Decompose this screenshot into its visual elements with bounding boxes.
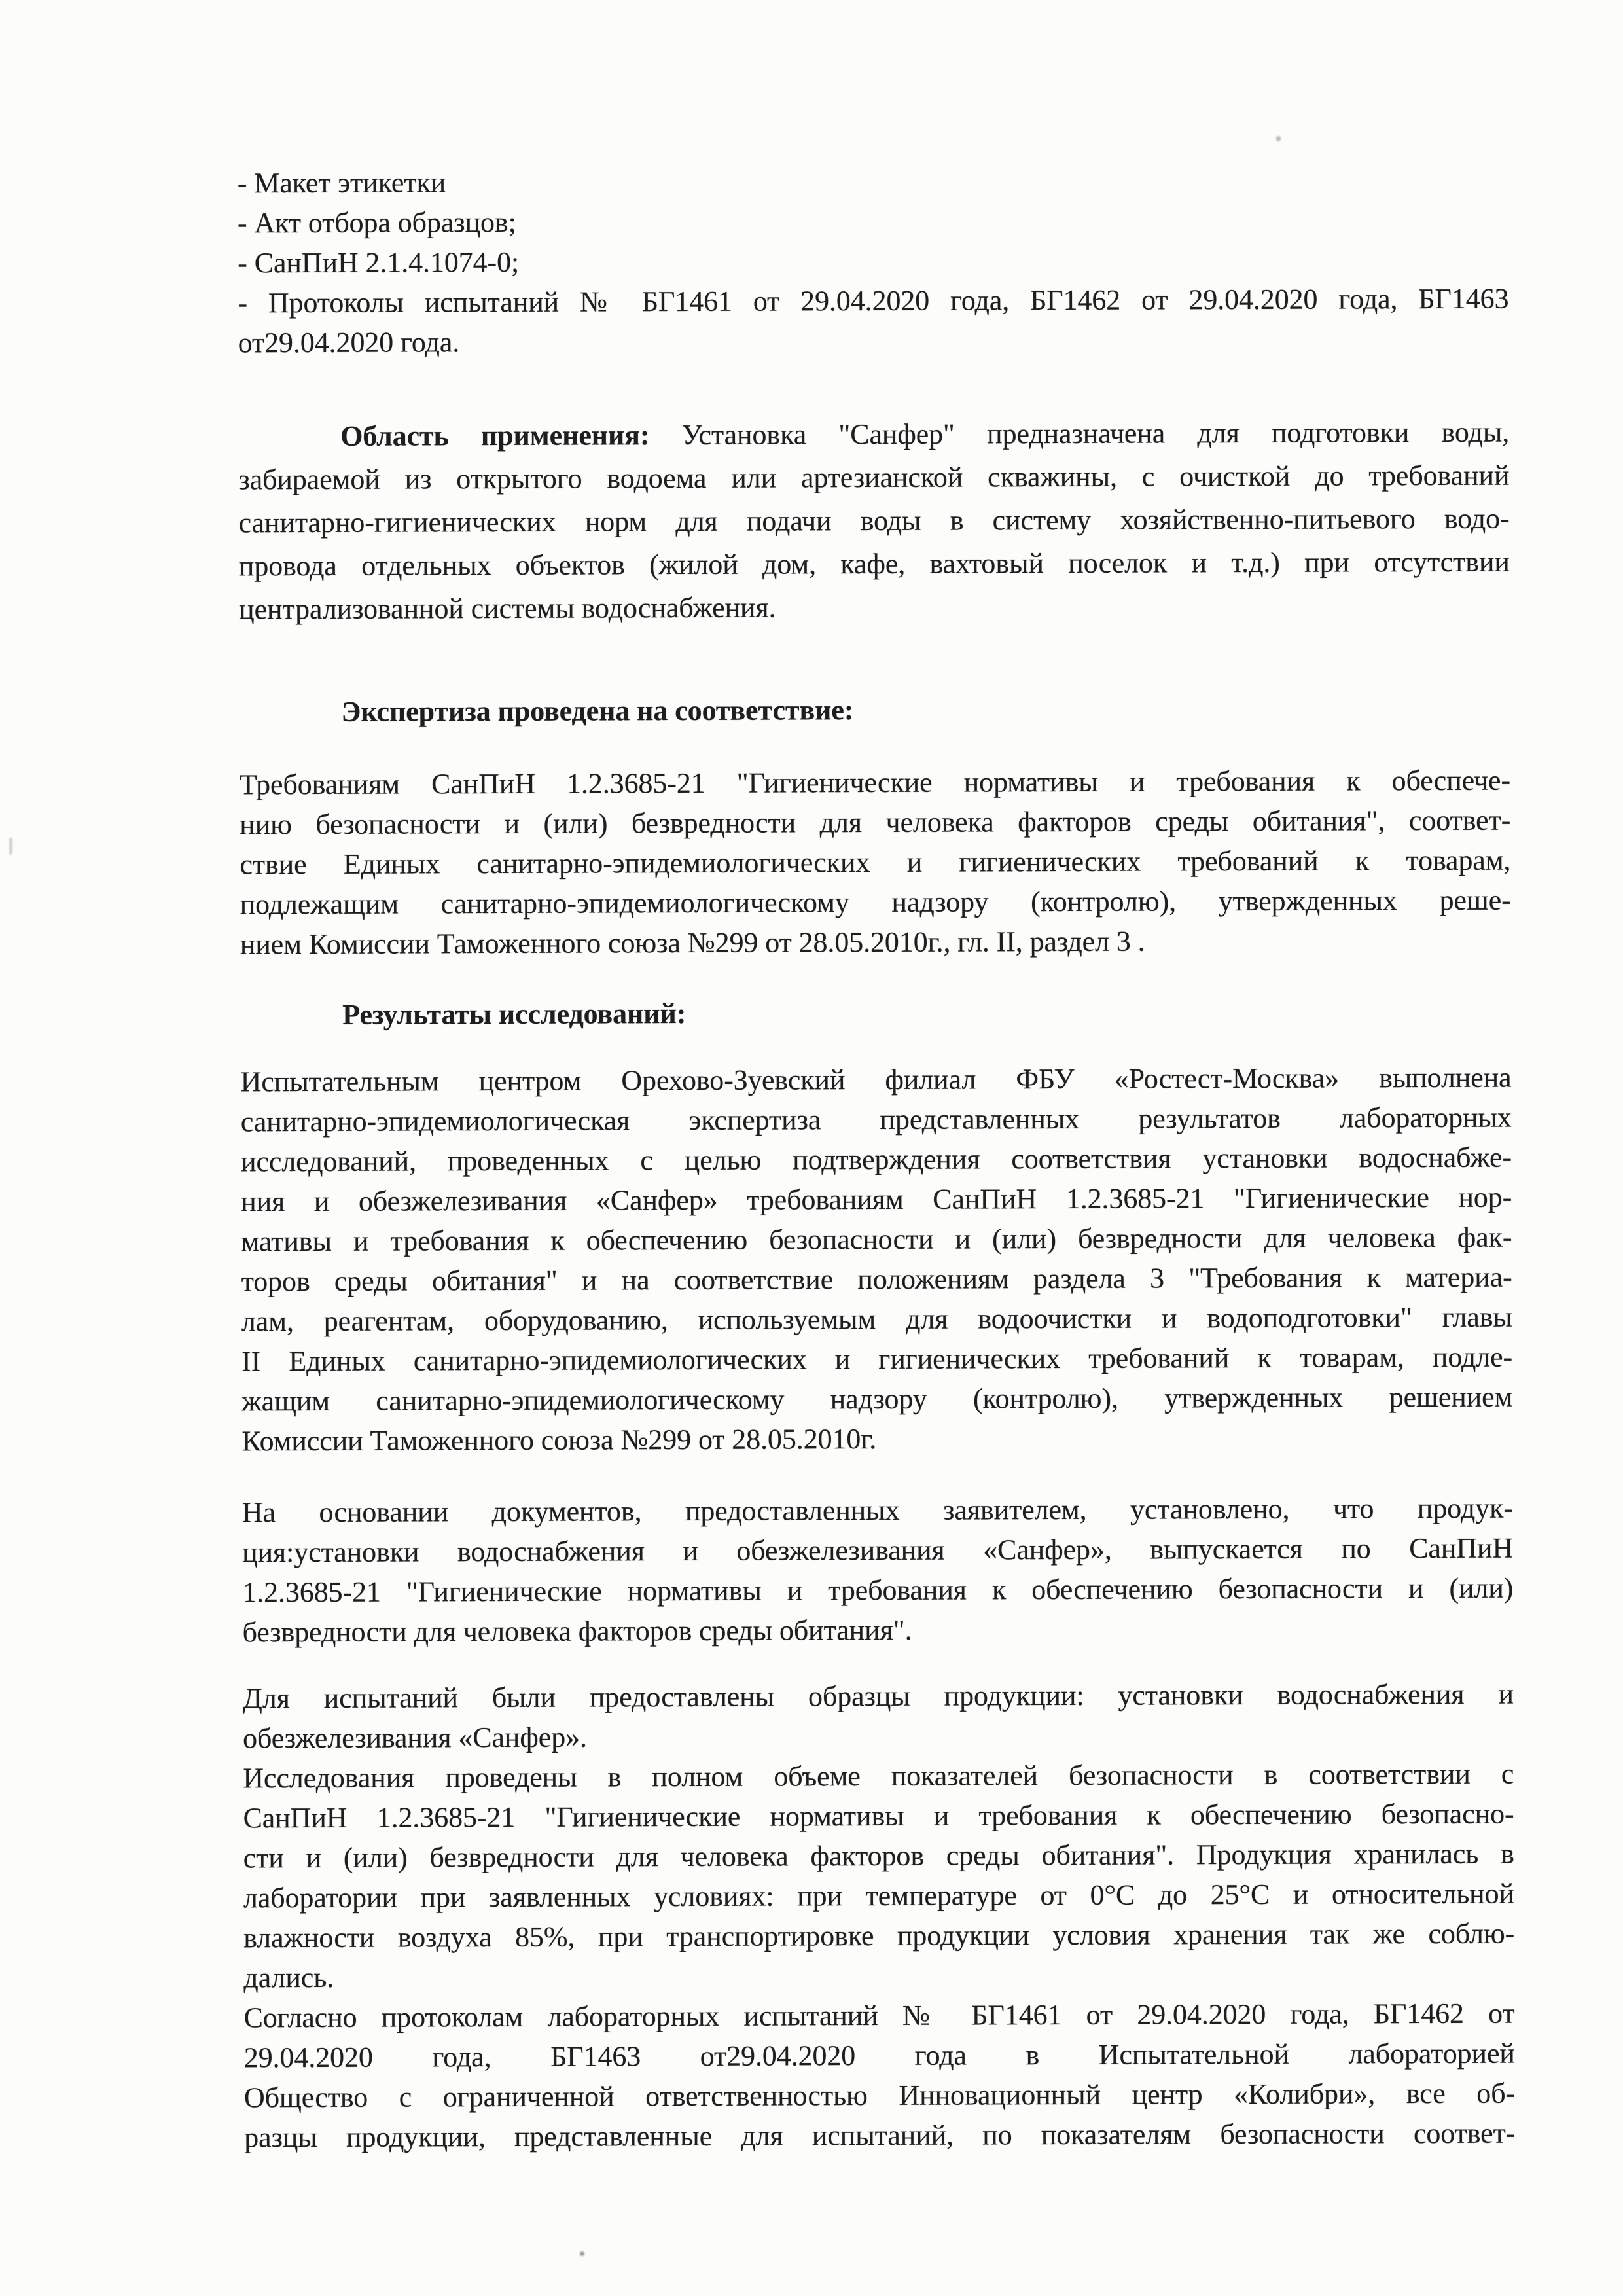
text-line: 29.04.2020 года, БГ1463 от29.04.2020 года в Испытательной лабораторией (243, 2037, 1515, 2074)
text-line: лаборатории при заявленных условиях: при температуре от 0°С до 25°С и относительной (243, 1877, 1515, 1914)
section-heading: Экспертиза проведена на соответствие: (341, 694, 854, 728)
scope-paragraph (238, 411, 1510, 632)
scan-speck (1276, 136, 1281, 141)
text-line: нием Комиссии Таможенного союза №299 от 28.05.2010г., гл. II, раздел 3 . (240, 925, 1145, 961)
compliance-paragraph (240, 761, 1511, 965)
text-line: На основании документов, предоставленных заявителем, установлено, что продук- (241, 1492, 1513, 1529)
protocols-paragraph (243, 1994, 1515, 2158)
section-heading: Результаты исследований: (342, 997, 687, 1031)
list-item: - СанПиН 2.1.4.1074-0; (238, 245, 520, 279)
text-line: ция:установки водоснабжения и обезжелезивания «Санфер», выпускается по СанПиН (242, 1532, 1514, 1569)
research-conditions-paragraph (243, 1754, 1514, 1998)
text-line: разцы продукции, представленные для испытаний, по показателям безопасности соответ- (244, 2117, 1516, 2154)
text-line: подлежащим санитарно-эпидемиологическому надзору (контролю), утвержденных реше- (240, 884, 1511, 921)
text-line: централизованной системы водоснабжения. (238, 591, 776, 626)
scan-speck (580, 2251, 584, 2256)
list-item: - Акт отбора образцов; (237, 206, 516, 240)
list-item-continuation: от29.04.2020 года. (238, 326, 460, 359)
text-line: 1.2.3685-21 "Гигиенические нормативы и требования к обеспечению безопасности и (или) (242, 1571, 1514, 1609)
expertise-section-heading (240, 688, 1510, 732)
text-line: торов среды обитания" и на соответствие положениям раздела 3 "Требования к материа- (241, 1261, 1512, 1298)
text-line: Испытательным центром Орехово-Зуевский филиал ФБУ «Ростест-Москва» выполнена (240, 1061, 1512, 1098)
text-line (238, 411, 1509, 459)
text-line: Согласно протоколам лабораторных испытаний № БГ1461 от 29.04.2020 года, БГ1462 от (243, 1997, 1515, 2034)
text-line: Общество с ограниченной ответственностью Инновационный центр «Колибри», все об- (243, 2077, 1516, 2114)
results-paragraph (240, 1058, 1512, 1462)
text-line: дались. (243, 1961, 334, 1994)
text-line: мативы и требования к обеспечению безопасности и (или) безвредности для человека фак- (241, 1221, 1512, 1258)
samples-paragraph (243, 1674, 1514, 1759)
text-line: ствие Единых санитарно-эпидемиологических и гигиенических требований к товарам, (240, 844, 1511, 881)
text-line: жащим санитарно-эпидемиологическому надзору (контролю), утвержденных решением (241, 1380, 1513, 1418)
text-line: Исследования проведены в полном объеме показателей безопасности в соответствии с (243, 1757, 1514, 1795)
results-section-heading (240, 991, 1511, 1035)
text-line: обезжелезивания «Санфер». (243, 1721, 587, 1755)
list-item: - Макет этикетки (237, 166, 446, 200)
scope-heading: Область применения: (340, 419, 650, 452)
scan-speck (9, 838, 12, 855)
text-line: II Единых санитарно-эпидемиологических и гигиенических требований к товарам, подле- (241, 1340, 1513, 1378)
scope-lead-text: Установка "Санфер" предназначена для подготовки воды, (681, 416, 1510, 452)
text-line: санитарно-гигиенических норм для подачи воды в систему хозяйственно-питьевого водо- (238, 502, 1510, 539)
text-line: забираемой из открытого водоема или артезианской скважины, с очисткой до требований (238, 459, 1510, 496)
text-line: Требованиям СанПиН 1.2.3685-21 "Гигиенические нормативы и требования к обеспече- (239, 764, 1511, 801)
text-line: ния и обезжелезивания «Санфер» требованиям СанПиН 1.2.3685-21 "Гигиенические нор- (241, 1181, 1512, 1218)
text-line: нию безопасности и (или) безвредности для человека факторов среды обитания", соответ- (240, 804, 1511, 841)
text-line: лам, реагентам, оборудованию, используемым для водоочистки и водоподготовки" главы (241, 1300, 1512, 1338)
text-line: исследований, проведенных с целью подтверждения соответствия установки водоснабже- (240, 1141, 1512, 1178)
text-line: влажности воздуха 85%, при транспортировке продукции условия хранения так же соблю- (243, 1917, 1515, 1954)
basis-paragraph (242, 1488, 1514, 1653)
text-line: провода отдельных объектов (жилой дом, кафе, вахтовый поселок и т.д.) при отсутствии (238, 545, 1510, 583)
text-line: сти и (или) безвредности для человека факторов среды обитания". Продукция хранилась в (243, 1837, 1514, 1874)
text-line: СанПиН 1.2.3685-21 "Гигиенические нормативы и требования к обеспечению безопасно- (243, 1797, 1514, 1835)
list-item: - Протоколы испытаний № БГ1461 от 29.04.2020 года, БГ1462 от 29.04.2020 года, БГ1463 (238, 282, 1509, 319)
text-line: Для испытаний были предоставлены образцы продукции: установки водоснабжения и (242, 1677, 1514, 1715)
document-text-block (238, 159, 1516, 2158)
text-line: Комиссии Таможенного союза №299 от 28.05.2010г. (241, 1423, 877, 1458)
text-line: безвредности для человека факторов среды обитания". (242, 1613, 912, 1649)
text-line: санитарно-эпидемиологическая экспертиза представленных результатов лабораторных (240, 1101, 1512, 1138)
attachments-list (238, 159, 1509, 363)
